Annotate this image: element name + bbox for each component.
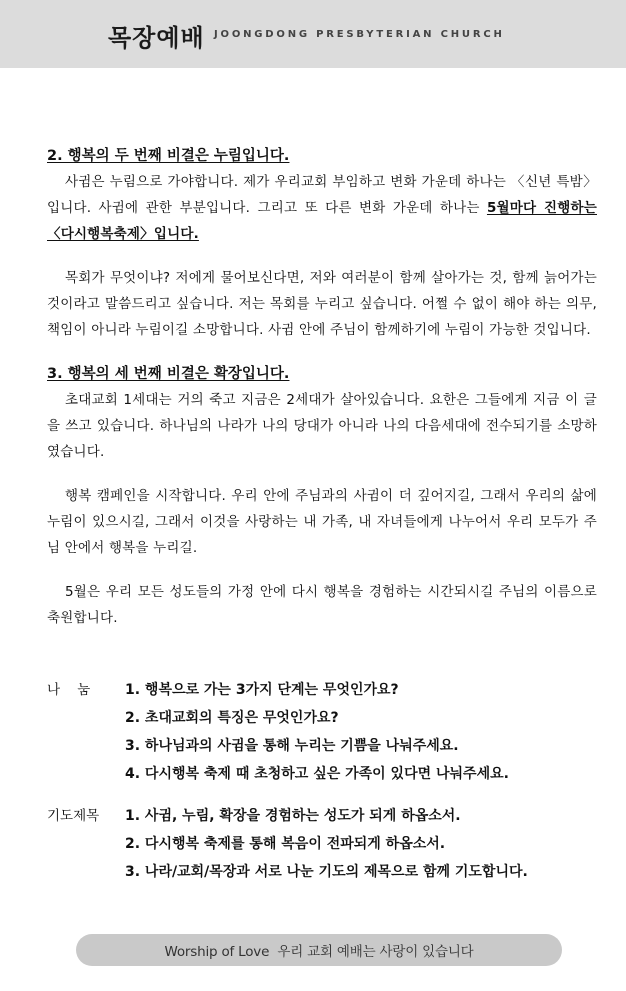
header-title: 목장예배	[108, 24, 205, 52]
section3-paragraph-1: 초대교회 1세대는 거의 죽고 지금은 2세대가 살아있습니다. 요한은 그들에게 지금 이 글을 쓰고 있습니다. 하나님의 나라가 나의 당대가 아니라 나의 다음세대에 전수되기를 소망하였습니다.	[47, 392, 597, 460]
sharing-item: 3. 하나님과의 사귐을 통해 누리는 기쁨을 나눠주세요.	[125, 738, 459, 754]
prayer-item: 3. 나라/교회/목장과 서로 나눈 기도의 제목으로 함께 기도합니다.	[125, 864, 528, 880]
sharing-item: 2. 초대교회의 특징은 무엇인가요?	[125, 710, 339, 726]
page-header	[0, 0, 626, 68]
festival-emphasis: 5월마다 진행하는 〈다시행복축제〉입니다.	[47, 200, 597, 242]
section2-paragraph-1	[47, 169, 597, 247]
sharing-label: 나 눔	[47, 682, 91, 698]
prayer-section	[47, 802, 607, 886]
footer-banner	[76, 934, 562, 966]
prayer-label: 기도제목	[47, 808, 100, 824]
footer-text: Worship of Love 우리 교회 예배는 사랑이 있습니다	[164, 944, 474, 960]
sharing-item: 4. 다시행복 축제 때 초청하고 싶은 가족이 있다면 나눠주세요.	[125, 766, 509, 782]
sermon-content	[47, 143, 597, 631]
section2-paragraph-2: 목회가 무엇이냐? 저에게 물어보신다면, 저와 여러분이 함께 살아가는 것, 함께 늙어가는 것이라고 말씀드리고 싶습니다. 저는 목회를 누리고 싶습니다. 어쩔 수 없이 해야 하는 의무, 책임이 아니라 누림이길 소망합니다. 사귐 안에 주님이 함께하기에 누림이 가능한 것입니다.	[47, 270, 597, 338]
section3-heading: 3. 행복의 세 번째 비결은 확장입니다.	[47, 366, 290, 382]
sharing-section	[47, 676, 607, 788]
header-subtitle: JOONGDONG PRESBYTERIAN CHURCH	[214, 29, 505, 40]
section3-paragraph-3: 5월은 우리 모든 성도들의 가정 안에 다시 행복을 경험하는 시간되시길 주님의 이름으로 축원합니다.	[47, 584, 597, 626]
section2-paragraph-1-text: 사귐은 누림으로 가야합니다. 제가 우리교회 부임하고 변화 가운데 하나는 〈신년 특밤〉입니다. 사귐에 관한 부분입니다. 그리고 또 다른 변화 가운데 하나는	[47, 174, 597, 216]
section3-paragraph-2: 행복 캠페인을 시작합니다. 우리 안에 주님과의 사귐이 더 깊어지길, 그래서 우리의 삶에 누림이 있으시길, 그래서 이것을 사랑하는 내 가족, 내 자녀들에게 나누어서 우리 모두가 주님 안에서 행복을 누리길.	[47, 488, 597, 556]
prayer-item: 1. 사귐, 누림, 확장을 경험하는 성도가 되게 하옵소서.	[125, 808, 461, 824]
prayer-item: 2. 다시행복 축제를 통해 복음이 전파되게 하옵소서.	[125, 836, 446, 852]
sharing-item: 1. 행복으로 가는 3가지 단계는 무엇인가요?	[125, 682, 399, 698]
section2-heading: 2. 행복의 두 번째 비결은 누림입니다.	[47, 148, 290, 164]
